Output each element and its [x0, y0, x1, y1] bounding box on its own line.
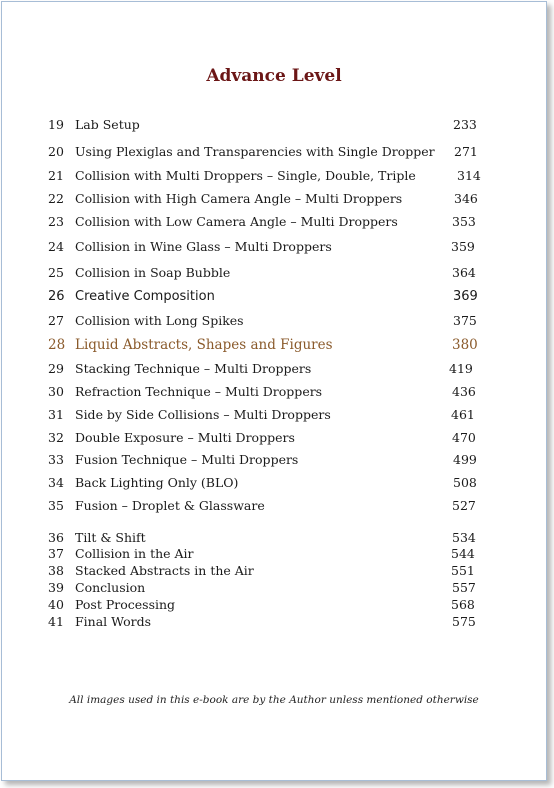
entry-title: Using Plexiglas and Transparencies with Single Dropper	[75, 144, 435, 159]
entry-page: 380	[452, 337, 478, 353]
toc-entry	[2, 168, 546, 186]
entry-number: 34	[48, 475, 64, 490]
toc-entry	[2, 580, 546, 598]
toc-entry	[2, 214, 546, 232]
entry-title: Stacked Abstracts in the Air	[75, 563, 254, 578]
entry-number: 22	[48, 191, 64, 206]
entry-number: 26	[48, 289, 65, 304]
entry-title: Collision in the Air	[75, 546, 194, 561]
entry-page: 461	[451, 407, 475, 422]
entry-title: Collision with Low Camera Angle – Multi Droppers	[75, 214, 398, 229]
entry-number: 19	[48, 117, 64, 132]
entry-number: 24	[48, 239, 64, 254]
entry-title: Refraction Technique – Multi Droppers	[75, 384, 323, 399]
entry-title: Collision in Soap Bubble	[75, 265, 231, 280]
entry-number: 37	[48, 546, 64, 561]
entry-title: Stacking Technique – Multi Droppers	[75, 361, 312, 376]
toc-entry	[2, 597, 546, 615]
entry-number: 31	[48, 407, 64, 422]
entry-title: Collision in Wine Glass – Multi Droppers	[75, 239, 332, 254]
toc-entry	[2, 452, 546, 470]
toc-entry	[2, 546, 546, 564]
entry-number: 39	[48, 580, 64, 595]
entry-page: 233	[453, 117, 477, 132]
entry-title: Collision with Multi Droppers – Single, Double, Triple	[75, 168, 416, 183]
entry-number: 20	[48, 144, 64, 159]
entry-page: 271	[454, 144, 478, 159]
entry-title: Lab Setup	[75, 117, 140, 132]
entry-title: Double Exposure – Multi Droppers	[75, 430, 295, 445]
toc-entry	[2, 498, 546, 516]
entry-page: 314	[457, 168, 481, 183]
toc-entry	[2, 563, 546, 581]
entry-page: 534	[452, 530, 476, 545]
entry-title: Post Processing	[75, 597, 176, 612]
entry-title: Conclusion	[75, 580, 146, 595]
page-title: Advance Level	[206, 66, 342, 86]
entry-page: 369	[453, 289, 478, 304]
toc-entry	[2, 144, 546, 162]
entry-number: 21	[48, 168, 64, 183]
entry-page: 375	[453, 313, 477, 328]
toc-entry	[2, 614, 546, 632]
entry-number: 27	[48, 313, 64, 328]
toc-entry	[2, 430, 546, 448]
entry-title: Tilt & Shift	[75, 530, 146, 545]
entry-page: 544	[451, 546, 475, 561]
document-page	[1, 1, 547, 781]
toc-entry	[2, 384, 546, 402]
entry-title: Back Lighting Only (BLO)	[75, 475, 239, 490]
footer-note: All images used in this e-book are by the Author unless mentioned otherwise	[69, 694, 479, 706]
toc-entry	[2, 191, 546, 209]
entry-page: 364	[452, 265, 476, 280]
toc-entry	[2, 361, 546, 379]
entry-page: 359	[451, 239, 475, 254]
entry-number: 41	[48, 614, 64, 629]
entry-title: Liquid Abstracts, Shapes and Figures	[75, 337, 333, 353]
entry-number: 35	[48, 498, 64, 513]
entry-page: 353	[452, 214, 476, 229]
toc-entry	[2, 407, 546, 425]
entry-number: 29	[48, 361, 64, 376]
entry-page: 527	[452, 498, 476, 513]
toc-entry	[2, 289, 546, 307]
entry-title: Side by Side Collisions – Multi Droppers	[75, 407, 331, 422]
entry-page: 499	[453, 452, 477, 467]
entry-page: 575	[452, 614, 476, 629]
entry-number: 23	[48, 214, 64, 229]
entry-page: 346	[454, 191, 478, 206]
entry-page: 470	[452, 430, 476, 445]
entry-title: Collision with Long Spikes	[75, 313, 244, 328]
entry-title: Final Words	[75, 614, 152, 629]
entry-number: 28	[48, 337, 66, 353]
entry-page: 557	[452, 580, 476, 595]
entry-title: Collision with High Camera Angle – Multi Droppers	[75, 191, 403, 206]
entry-page: 568	[451, 597, 475, 612]
entry-title: Creative Composition	[75, 289, 215, 304]
toc-entry	[2, 265, 546, 283]
entry-number: 33	[48, 452, 64, 467]
entry-number: 38	[48, 563, 64, 578]
toc-entry	[2, 239, 546, 257]
entry-title: Fusion Technique – Multi Droppers	[75, 452, 299, 467]
entry-page: 436	[452, 384, 476, 399]
entry-title: Fusion – Droplet & Glassware	[75, 498, 265, 513]
entry-number: 36	[48, 530, 64, 545]
toc-entry-highlighted	[2, 337, 546, 355]
entry-number: 32	[48, 430, 64, 445]
toc-entry	[2, 475, 546, 493]
entry-number: 40	[48, 597, 64, 612]
entry-page: 419	[449, 361, 473, 376]
toc-entry	[2, 313, 546, 331]
entry-number: 30	[48, 384, 64, 399]
entry-number: 25	[48, 265, 64, 280]
entry-page: 551	[451, 563, 475, 578]
entry-page: 508	[453, 475, 477, 490]
toc-entry	[2, 117, 546, 135]
